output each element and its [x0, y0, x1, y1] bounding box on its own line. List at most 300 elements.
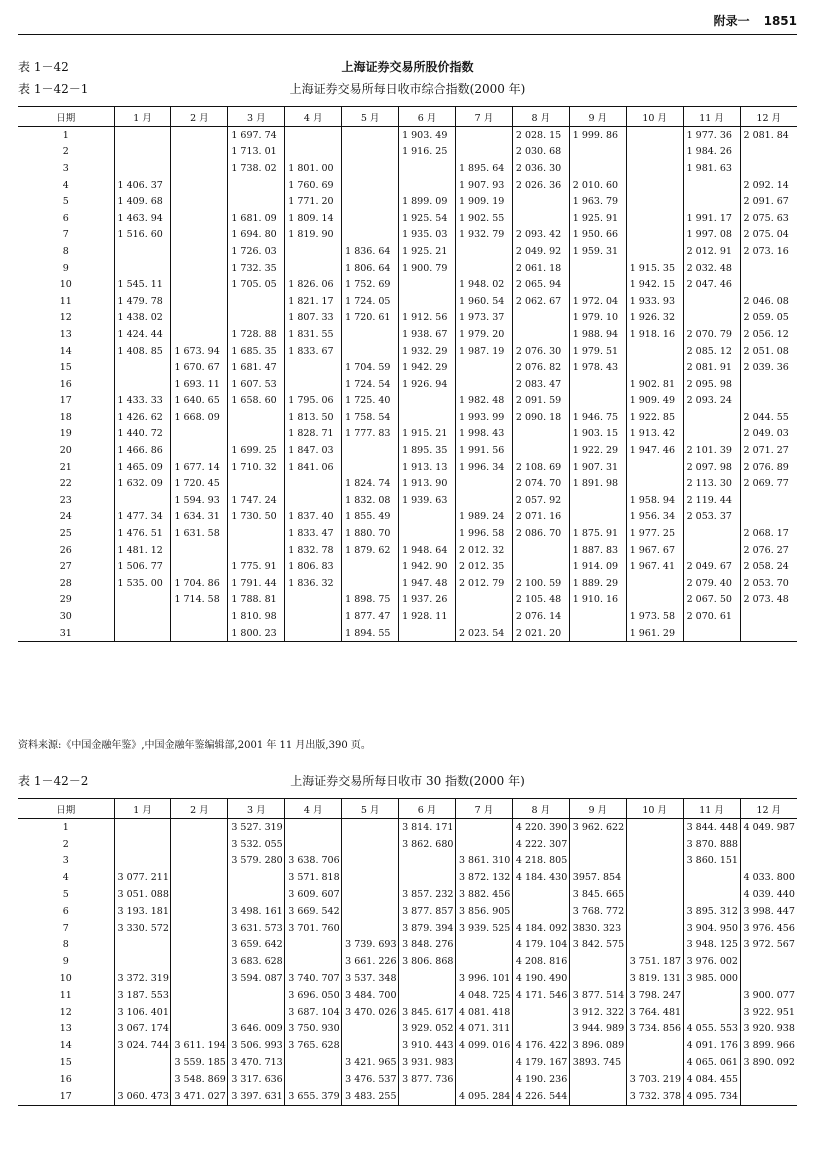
index-value-cell: 1 907. 31 [569, 459, 626, 476]
index-value-cell: 1 685. 35 [228, 343, 285, 360]
index-value-cell: 2 076. 14 [512, 608, 569, 625]
index-value-cell [342, 127, 399, 144]
index-value-cell [171, 210, 228, 227]
index-value-cell: 2 101. 39 [683, 442, 740, 459]
index-value-cell: 3 106. 401 [114, 1004, 171, 1021]
day-cell: 19 [59, 428, 72, 440]
index-value-cell [569, 853, 626, 870]
day-cell: 14 [59, 1040, 72, 1052]
index-value-cell: 2 065. 94 [512, 276, 569, 293]
day-cell: 21 [59, 461, 72, 473]
index-value-cell: 3 483. 255 [342, 1088, 399, 1105]
index-value-cell: 1 973. 58 [626, 608, 683, 625]
index-value-cell: 1 891. 98 [569, 475, 626, 492]
index-value-cell [171, 326, 228, 343]
index-value-cell [512, 1004, 569, 1021]
index-value-cell: 1 989. 24 [455, 509, 512, 526]
index-value-cell: 1 409. 68 [114, 193, 171, 210]
column-header-date: 日期 [18, 107, 114, 127]
index-value-cell [683, 886, 740, 903]
index-value-cell [399, 409, 456, 426]
index-value-cell: 3 751. 187 [626, 953, 683, 970]
table-row [18, 310, 797, 327]
index-value-cell: 3 929. 052 [399, 1021, 456, 1038]
index-value-cell [171, 177, 228, 194]
index-value-cell: 2 051. 08 [740, 343, 797, 360]
index-value-cell [626, 575, 683, 592]
index-value-cell: 3 739. 693 [342, 937, 399, 954]
index-value-cell [626, 903, 683, 920]
index-value-cell: 3 527. 319 [228, 819, 285, 836]
index-value-cell [342, 442, 399, 459]
index-value-cell: 3 939. 525 [455, 920, 512, 937]
index-value-cell [171, 836, 228, 853]
index-value-cell: 1 758. 54 [342, 409, 399, 426]
index-value-cell [285, 127, 342, 144]
index-value-cell: 2 039. 36 [740, 359, 797, 376]
index-value-cell [683, 625, 740, 642]
index-value-cell [342, 819, 399, 836]
index-value-cell [114, 625, 171, 642]
index-value-cell: 2 079. 40 [683, 575, 740, 592]
index-value-cell: 1 836. 64 [342, 243, 399, 260]
day-cell: 18 [59, 411, 72, 423]
index-value-cell [342, 160, 399, 177]
day-cell: 27 [59, 561, 72, 573]
index-value-cell [171, 144, 228, 161]
index-value-cell: 3 683. 628 [228, 953, 285, 970]
index-value-cell [455, 376, 512, 393]
index-value-cell [683, 869, 740, 886]
index-value-cell: 3 609. 607 [285, 886, 342, 903]
index-value-cell: 1 960. 54 [455, 293, 512, 310]
index-value-cell: 3 765. 628 [285, 1037, 342, 1054]
index-value-cell [399, 987, 456, 1004]
day-cell: 5 [62, 889, 69, 901]
index-value-cell [455, 608, 512, 625]
index-value-cell [228, 869, 285, 886]
index-value-cell: 1 991. 17 [683, 210, 740, 227]
index-value-cell [740, 509, 797, 526]
table-main-label: 表 1－42 [18, 60, 69, 74]
column-header-month: 2 月 [171, 799, 228, 819]
index-value-cell [228, 293, 285, 310]
index-value-cell: 1 771. 20 [285, 193, 342, 210]
index-value-cell: 3957. 854 [569, 869, 626, 886]
index-value-cell [512, 558, 569, 575]
index-value-cell [399, 276, 456, 293]
index-value-cell: 1 973. 37 [455, 310, 512, 327]
index-value-cell [512, 442, 569, 459]
index-value-cell: 1 634. 31 [171, 509, 228, 526]
index-value-cell [626, 869, 683, 886]
index-value-cell: 2 059. 05 [740, 310, 797, 327]
index-value-cell: 1 967. 67 [626, 542, 683, 559]
table-header-row [18, 107, 797, 127]
index-value-cell [683, 542, 740, 559]
index-value-cell [342, 886, 399, 903]
table-row [18, 920, 797, 937]
index-value-cell: 1 948. 02 [455, 276, 512, 293]
table2-label: 表 1－42－2 [18, 774, 89, 788]
index-value-cell: 1 894. 55 [342, 625, 399, 642]
day-cell: 16 [59, 1073, 72, 1085]
index-value-cell: 3 985. 000 [683, 970, 740, 987]
index-value-cell: 2 086. 70 [512, 525, 569, 542]
index-value-cell: 1 956. 34 [626, 509, 683, 526]
index-value-cell: 3 687. 104 [285, 1004, 342, 1021]
index-value-cell: 2 090. 18 [512, 409, 569, 426]
index-value-cell: 1 987. 19 [455, 343, 512, 360]
index-value-cell: 1 998. 43 [455, 426, 512, 443]
index-value-cell: 3 882. 456 [455, 886, 512, 903]
index-value-cell: 1 824. 74 [342, 475, 399, 492]
index-value-cell [455, 592, 512, 609]
index-value-cell [626, 127, 683, 144]
index-value-cell [569, 836, 626, 853]
index-value-cell: 2 083. 47 [512, 376, 569, 393]
index-value-cell: 1 433. 33 [114, 393, 171, 410]
index-value-cell: 1 710. 32 [228, 459, 285, 476]
index-value-cell: 1 925. 54 [399, 210, 456, 227]
table-row [18, 608, 797, 625]
index-value-cell: 3 696. 050 [285, 987, 342, 1004]
index-value-cell: 2 075. 04 [740, 227, 797, 244]
index-value-cell: 1 481. 12 [114, 542, 171, 559]
index-value-cell: 1 922. 85 [626, 409, 683, 426]
column-header-month: 5 月 [342, 107, 399, 127]
index-value-cell: 3 944. 989 [569, 1021, 626, 1038]
column-header-month: 6 月 [399, 107, 456, 127]
index-value-cell [740, 970, 797, 987]
index-value-cell: 1 632. 09 [114, 475, 171, 492]
index-value-cell: 1 902. 55 [455, 210, 512, 227]
index-value-cell: 3 187. 553 [114, 987, 171, 1004]
index-value-cell: 3 842. 575 [569, 937, 626, 954]
index-value-cell: 3 948. 125 [683, 937, 740, 954]
index-value-cell: 4 095. 284 [455, 1088, 512, 1105]
index-value-cell [171, 127, 228, 144]
index-value-cell: 3 317. 636 [228, 1071, 285, 1088]
index-value-cell: 1 942. 90 [399, 558, 456, 575]
index-value-cell: 3 421. 965 [342, 1054, 399, 1071]
index-value-cell [342, 210, 399, 227]
index-value-cell [455, 492, 512, 509]
day-cell: 2 [62, 838, 69, 850]
index-value-cell: 1 912. 56 [399, 310, 456, 327]
index-value-cell [399, 177, 456, 194]
day-cell: 25 [59, 528, 72, 540]
index-value-cell [455, 819, 512, 836]
day-cell: 9 [62, 262, 69, 274]
column-header-month: 10 月 [626, 799, 683, 819]
index-value-cell: 1 463. 94 [114, 210, 171, 227]
index-value-cell: 1 728. 88 [228, 326, 285, 343]
index-value-cell: 1 887. 83 [569, 542, 626, 559]
index-value-cell [626, 592, 683, 609]
index-value-cell: 3 857. 232 [399, 886, 456, 903]
day-cell: 10 [59, 973, 72, 985]
index-value-cell: 3 764. 481 [626, 1004, 683, 1021]
index-value-cell: 2 047. 46 [683, 276, 740, 293]
index-value-cell: 4 179. 104 [512, 937, 569, 954]
index-value-cell [171, 558, 228, 575]
index-value-cell: 1 821. 17 [285, 293, 342, 310]
index-value-cell [569, 376, 626, 393]
index-value-cell: 2 076. 30 [512, 343, 569, 360]
index-value-cell: 1 899. 09 [399, 193, 456, 210]
index-value-cell [740, 836, 797, 853]
source-note: 资料来源:《中国金融年鉴》,中国金融年鉴编辑部,2001 年 11 月出版,390 页。 [18, 740, 371, 751]
index-value-cell: 1 926. 32 [626, 310, 683, 327]
index-value-cell: 1 979. 20 [455, 326, 512, 343]
index-value-cell: 3 895. 312 [683, 903, 740, 920]
index-value-cell: 1 982. 48 [455, 393, 512, 410]
index-value-cell: 1 607. 53 [228, 376, 285, 393]
index-value-cell [626, 177, 683, 194]
index-value-cell: 3 972. 567 [740, 937, 797, 954]
index-value-cell: 4 184. 092 [512, 920, 569, 937]
index-value-cell: 2 030. 68 [512, 144, 569, 161]
index-value-cell: 2 012. 32 [455, 542, 512, 559]
index-value-cell: 2 012. 91 [683, 243, 740, 260]
index-value-cell: 1 424. 44 [114, 326, 171, 343]
index-value-cell: 1 937. 26 [399, 592, 456, 609]
index-value-cell: 1 699. 25 [228, 442, 285, 459]
index-value-cell: 1 889. 29 [569, 575, 626, 592]
index-value-cell: 1 900. 79 [399, 260, 456, 277]
index-value-cell [285, 144, 342, 161]
index-value-cell: 1 841. 06 [285, 459, 342, 476]
day-cell: 13 [59, 1023, 72, 1035]
index-value-cell: 1 775. 91 [228, 558, 285, 575]
index-value-cell [342, 144, 399, 161]
index-value-cell [626, 937, 683, 954]
page-number: 1851 [763, 14, 797, 28]
index-value-cell: 1 932. 79 [455, 227, 512, 244]
index-value-cell [171, 243, 228, 260]
index-value-cell: 1 993. 99 [455, 409, 512, 426]
index-value-cell [569, 970, 626, 987]
column-header-month: 8 月 [512, 107, 569, 127]
day-cell: 17 [59, 395, 72, 407]
index-value-cell [171, 260, 228, 277]
table1-title: 上海证券交易所每日收市综合指数(2000 年) [289, 82, 526, 96]
index-value-cell: 2 091. 59 [512, 393, 569, 410]
index-value-cell [285, 592, 342, 609]
table-row [18, 1054, 797, 1071]
index-value-cell: 1 670. 67 [171, 359, 228, 376]
index-value-cell: 3 024. 744 [114, 1037, 171, 1054]
index-value-cell [512, 193, 569, 210]
table-row [18, 953, 797, 970]
day-cell: 9 [62, 956, 69, 968]
index-value-cell: 2 057. 92 [512, 492, 569, 509]
table1-caption [18, 80, 797, 98]
index-value-cell: 1 895. 64 [455, 160, 512, 177]
index-value-cell: 1 939. 63 [399, 492, 456, 509]
index-value-cell [399, 1088, 456, 1105]
index-value-cell: 3 806. 868 [399, 953, 456, 970]
index-value-cell: 1 677. 14 [171, 459, 228, 476]
table-row [18, 836, 797, 853]
index-value-cell [171, 1004, 228, 1021]
index-value-cell: 1 914. 09 [569, 558, 626, 575]
index-value-cell [171, 937, 228, 954]
index-value-cell: 1 977. 25 [626, 525, 683, 542]
index-value-cell: 1 720. 45 [171, 475, 228, 492]
index-value-cell [455, 260, 512, 277]
index-value-cell [228, 525, 285, 542]
index-value-cell: 3 077. 211 [114, 869, 171, 886]
index-value-cell: 3 872. 132 [455, 869, 512, 886]
index-value-cell [740, 376, 797, 393]
index-value-cell [114, 243, 171, 260]
index-value-cell [171, 819, 228, 836]
day-cell: 12 [59, 1006, 72, 1018]
index-value-cell: 1 988. 94 [569, 326, 626, 343]
index-value-cell: 1 738. 02 [228, 160, 285, 177]
day-cell: 28 [59, 577, 72, 589]
table-row [18, 227, 797, 244]
index-value-cell: 2 076. 27 [740, 542, 797, 559]
index-value-cell: 1 879. 62 [342, 542, 399, 559]
index-value-cell [626, 343, 683, 360]
index-value-cell: 3 484. 700 [342, 987, 399, 1004]
table-row [18, 343, 797, 360]
index-value-cell: 2 056. 12 [740, 326, 797, 343]
index-value-cell [399, 509, 456, 526]
index-value-cell: 1 979. 10 [569, 310, 626, 327]
table-row [18, 376, 797, 393]
index-value-cell: 3 879. 394 [399, 920, 456, 937]
index-value-cell: 1 972. 04 [569, 293, 626, 310]
index-value-cell: 3 819. 131 [626, 970, 683, 987]
index-value-cell [171, 193, 228, 210]
index-value-cell: 3 537. 348 [342, 970, 399, 987]
index-value-cell [228, 886, 285, 903]
index-value-cell [285, 937, 342, 954]
index-value-cell [740, 393, 797, 410]
column-header-month: 10 月 [626, 107, 683, 127]
index-value-cell: 1 807. 33 [285, 310, 342, 327]
index-value-cell [342, 459, 399, 476]
index-value-cell: 3 904. 950 [683, 920, 740, 937]
index-value-cell: 1 967. 41 [626, 558, 683, 575]
index-value-cell [399, 970, 456, 987]
index-value-cell [285, 836, 342, 853]
index-value-cell: 4 091. 176 [683, 1037, 740, 1054]
index-value-cell: 1 915. 21 [399, 426, 456, 443]
index-value-cell: 1 947. 48 [399, 575, 456, 592]
index-value-cell [683, 525, 740, 542]
index-value-cell: 1 910. 16 [569, 592, 626, 609]
index-value-cell: 3 470. 713 [228, 1054, 285, 1071]
table-row [18, 359, 797, 376]
index-value-cell: 2 108. 69 [512, 459, 569, 476]
index-value-cell: 1 938. 67 [399, 326, 456, 343]
index-value-cell: 2 058. 24 [740, 558, 797, 575]
index-value-cell: 1 438. 02 [114, 310, 171, 327]
index-value-cell: 1 935. 03 [399, 227, 456, 244]
column-header-month: 7 月 [455, 107, 512, 127]
index-value-cell [512, 426, 569, 443]
header-rule [18, 34, 797, 35]
index-value-cell [569, 144, 626, 161]
index-value-cell: 2 012. 35 [455, 558, 512, 575]
index-value-cell: 1 465. 09 [114, 459, 171, 476]
index-value-cell: 3893. 745 [569, 1054, 626, 1071]
index-value-cell: 2 092. 14 [740, 177, 797, 194]
index-value-cell [569, 608, 626, 625]
index-value-cell [683, 426, 740, 443]
table-row [18, 542, 797, 559]
index-value-cell: 2 053. 70 [740, 575, 797, 592]
index-value-cell: 1 788. 81 [228, 592, 285, 609]
index-value-cell: 1 725. 40 [342, 393, 399, 410]
index-value-cell: 4 171. 546 [512, 987, 569, 1004]
index-value-cell [740, 625, 797, 642]
column-header-month: 9 月 [569, 799, 626, 819]
table-row [18, 592, 797, 609]
index-value-cell [455, 127, 512, 144]
index-value-cell: 1 810. 98 [228, 608, 285, 625]
index-value-cell [228, 193, 285, 210]
table-row [18, 1004, 797, 1021]
index-value-cell [171, 310, 228, 327]
index-value-cell: 3 976. 456 [740, 920, 797, 937]
table-row [18, 575, 797, 592]
index-value-cell: 3 910. 443 [399, 1037, 456, 1054]
index-value-cell: 1 918. 16 [626, 326, 683, 343]
index-value-cell: 1 833. 47 [285, 525, 342, 542]
index-value-cell: 3 860. 151 [683, 853, 740, 870]
index-value-cell: 4 071. 311 [455, 1021, 512, 1038]
index-value-cell [455, 1071, 512, 1088]
index-value-cell: 1 694. 80 [228, 227, 285, 244]
index-value-cell: 3 845. 665 [569, 886, 626, 903]
index-value-cell [342, 903, 399, 920]
index-value-cell: 1 408. 85 [114, 343, 171, 360]
index-value-cell [342, 575, 399, 592]
day-cell: 7 [62, 922, 69, 934]
index-value-cell: 1 926. 94 [399, 376, 456, 393]
index-value-cell [114, 592, 171, 609]
day-cell: 23 [59, 494, 72, 506]
index-value-cell [171, 869, 228, 886]
index-value-cell [285, 1071, 342, 1088]
index-value-cell: 3 996. 101 [455, 970, 512, 987]
index-value-cell: 1 913. 13 [399, 459, 456, 476]
index-value-cell: 4 081. 418 [455, 1004, 512, 1021]
table-row [18, 276, 797, 293]
index-value-cell [342, 1021, 399, 1038]
column-header-month: 4 月 [285, 799, 342, 819]
index-value-cell [455, 1054, 512, 1071]
index-value-cell: 1 426. 62 [114, 409, 171, 426]
index-value-cell [114, 937, 171, 954]
index-value-cell: 1 806. 83 [285, 558, 342, 575]
index-value-cell: 1 902. 81 [626, 376, 683, 393]
index-value-cell: 1 909. 19 [455, 193, 512, 210]
index-value-cell: 3 962. 622 [569, 819, 626, 836]
index-value-cell [399, 853, 456, 870]
index-value-cell [512, 903, 569, 920]
day-cell: 10 [59, 279, 72, 291]
index-value-cell: 1 828. 71 [285, 426, 342, 443]
table-row [18, 293, 797, 310]
table-row [18, 210, 797, 227]
